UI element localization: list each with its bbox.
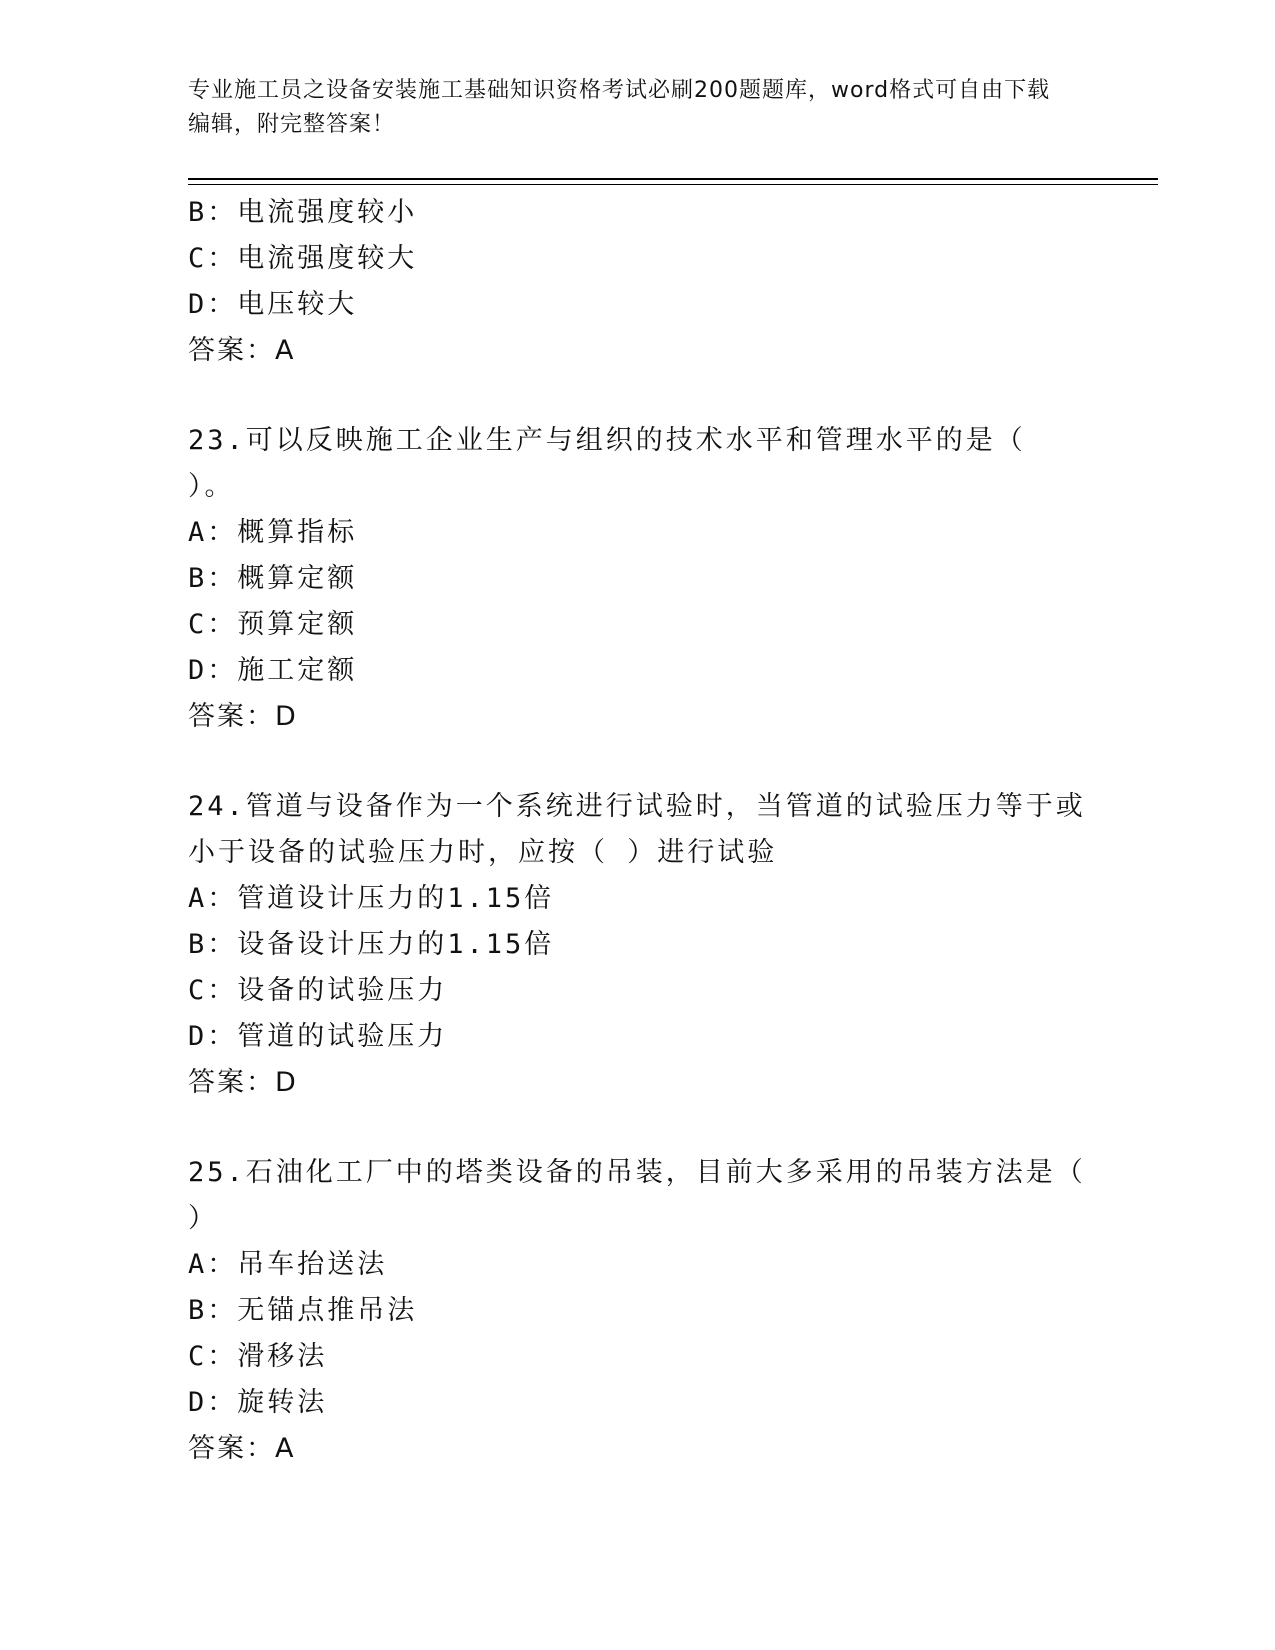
option-b: B：设备设计压力的1.15倍	[188, 929, 555, 960]
answer: 答案：D	[188, 1067, 298, 1098]
question-stem: 24.管道与设备作为一个系统进行试验时，当管道的试验压力等于或小于设备的试验压力时，应按（ ）进行试验	[188, 791, 1086, 868]
question-24	[188, 784, 1088, 1106]
option-c: C：滑移法	[188, 1341, 328, 1372]
option-b: B：无锚点推吊法	[188, 1295, 418, 1326]
option-a: A：概算指标	[188, 517, 358, 548]
answer: 答案：D	[188, 701, 298, 732]
option-d: D：管道的试验压力	[188, 1021, 448, 1052]
question-25	[188, 1150, 1088, 1472]
option-d: D：电压较大	[188, 289, 358, 320]
option-a: A：吊车抬送法	[188, 1249, 388, 1280]
option-c: C：预算定额	[188, 609, 358, 640]
option-b: B：概算定额	[188, 563, 358, 594]
question-22-continued	[188, 190, 1088, 374]
option-b: B：电流强度较小	[188, 197, 418, 228]
option-c: C：设备的试验压力	[188, 975, 448, 1006]
answer: 答案：A	[188, 1433, 296, 1464]
question-stem: 23.可以反映施工企业生产与组织的技术水平和管理水平的是（ ）。	[188, 425, 1026, 502]
option-d: D：施工定额	[188, 655, 358, 686]
option-a: A：管道设计压力的1.15倍	[188, 883, 555, 914]
option-d: D：旋转法	[188, 1387, 328, 1418]
header-divider-thick	[188, 178, 1158, 180]
option-c: C：电流强度较大	[188, 243, 418, 274]
question-23	[188, 418, 1088, 740]
document-header: 专业施工员之设备安装施工基础知识资格考试必刷200题题库，word格式可自由下载编辑，附完整答案！	[188, 78, 1051, 137]
header-divider-thin	[188, 184, 1158, 185]
question-stem: 25.石油化工厂中的塔类设备的吊装，目前大多采用的吊装方法是（ ）	[188, 1157, 1086, 1234]
answer: 答案：A	[188, 335, 296, 366]
question-list	[188, 190, 1088, 1472]
